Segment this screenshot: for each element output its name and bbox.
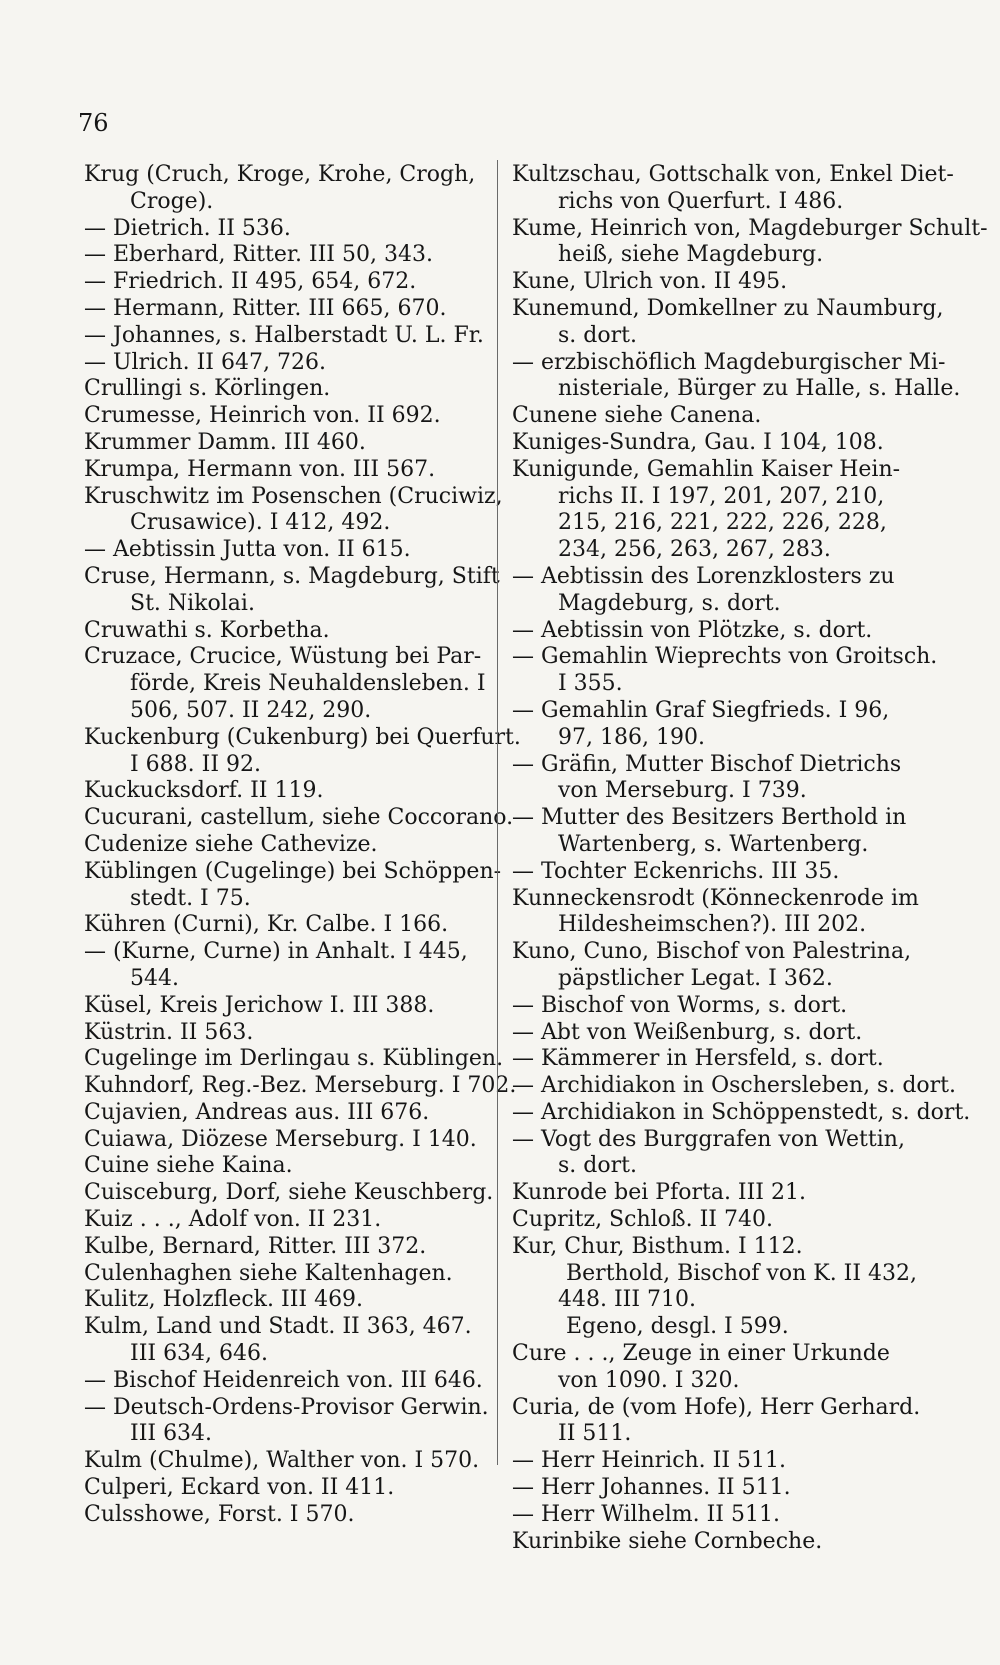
index-entry-line: Cupritz, Schloß. II 740. — [512, 1207, 773, 1233]
index-entry-line: Kunrode bei Pforta. III 21. — [512, 1180, 806, 1206]
index-entry-line: Kurinbike siehe Cornbeche. — [512, 1528, 823, 1554]
index-entry-line: — Gemahlin Wieprechts von Groitsch. — [512, 644, 938, 670]
index-entry-line: — Gemahlin Graf Siegfrieds. I 96, — [512, 697, 890, 723]
index-entry-line: — Johannes, s. Halberstadt U. L. Fr. — [84, 322, 484, 348]
index-entry-line: — Friedrich. II 495, 654, 672. — [84, 269, 417, 295]
index-entry-line: Cruse, Hermann, s. Magdeburg, Stift — [84, 563, 500, 589]
index-entry-line: — Gräfin, Mutter Bischof Dietrichs — [512, 751, 902, 777]
index-entry-line: Küsel, Kreis Jerichow I. III 388. — [84, 992, 435, 1018]
index-entry-line: Kune, Ulrich von. II 495. — [512, 269, 788, 295]
index-entry-line: von 1090. I 320. — [558, 1367, 740, 1393]
index-entry-line: Kunigunde, Gemahlin Kaiser Hein- — [512, 456, 901, 482]
index-entry-line: Kulm, Land und Stadt. II 363, 467. — [84, 1314, 472, 1340]
index-entry-line: richs II. I 197, 201, 207, 210, — [558, 483, 885, 509]
index-entry-line: — Deutsch-Ordens-Provisor Gerwin. — [84, 1394, 489, 1420]
index-entry-line: Kuckenburg (Cukenburg) bei Querfurt. — [84, 724, 521, 750]
index-entry-line: Hildesheimschen?). III 202. — [558, 912, 867, 938]
index-entry-line: 97, 186, 190. — [558, 724, 705, 750]
index-entry-line: — Herr Wilhelm. II 511. — [512, 1501, 780, 1527]
index-entry-line: förde, Kreis Neuhaldensleben. I — [130, 671, 486, 697]
index-entry-line: — Eberhard, Ritter. III 50, 343. — [84, 242, 433, 268]
index-entry-line: Crusawice). I 412, 492. — [130, 510, 391, 536]
index-entry-line: Culenhaghen siehe Kaltenhagen. — [84, 1260, 453, 1286]
index-entry-line: Cruwathi s. Korbetha. — [84, 617, 330, 643]
index-entry-line: — Aebtissin von Plötzke, s. dort. — [512, 617, 873, 643]
index-entry-line: Cudenize siehe Cathevize. — [84, 831, 378, 857]
index-entry-line: Küblingen (Cugelinge) bei Schöppen- — [84, 858, 502, 884]
index-entry-line: — Kämmerer in Hersfeld, s. dort. — [512, 1046, 884, 1072]
index-entry-line: Kunneckensrodt (Könneckenrode im — [512, 885, 919, 911]
index-entry-line: I 688. II 92. — [130, 751, 262, 777]
index-entry-line: Crullingi s. Körlingen. — [84, 376, 331, 402]
index-entry-line: Krumpa, Hermann von. III 567. — [84, 456, 436, 482]
index-entry-line: Kühren (Curni), Kr. Calbe. I 166. — [84, 912, 449, 938]
index-entry-line: III 634. — [130, 1421, 213, 1447]
index-entry-line: — Tochter Eckenrichs. III 35. — [512, 858, 840, 884]
index-entry-line: Kume, Heinrich von, Magdeburger Schult- — [512, 215, 988, 241]
index-entry-line: St. Nikolai. — [130, 590, 255, 616]
index-entry-line: — Archidiakon in Schöppenstedt, s. dort. — [512, 1099, 971, 1125]
index-entry-line: III 634, 646. — [130, 1341, 269, 1367]
index-entry-line: Curia, de (vom Hofe), Herr Gerhard. — [512, 1394, 921, 1420]
index-entry-line: — Aebtissin des Lorenzklosters zu — [512, 563, 895, 589]
index-entry-line: Kuno, Cuno, Bischof von Palestrina, — [512, 939, 912, 965]
index-entry-line: Kur, Chur, Bisthum. I 112. — [512, 1233, 803, 1259]
index-entry-line: richs von Querfurt. I 486. — [558, 188, 844, 214]
index-entry-line: Kulitz, Holzfleck. III 469. — [84, 1287, 364, 1313]
index-entry-line: 448. III 710. — [558, 1287, 697, 1313]
index-entry-line: — Dietrich. II 536. — [84, 215, 291, 241]
index-entry-line: Cujavien, Andreas aus. III 676. — [84, 1099, 430, 1125]
index-entry-line: Kulm (Chulme), Walther von. I 570. — [84, 1448, 480, 1474]
index-entry-line: Kuiz . . ., Adolf von. II 231. — [84, 1207, 382, 1233]
index-entry-line: Magdeburg, s. dort. — [558, 590, 781, 616]
index-entry-line: Kunemund, Domkellner zu Naumburg, — [512, 295, 944, 321]
index-entry-line: päpstlicher Legat. I 362. — [558, 965, 833, 991]
index-entry-line: von Merseburg. I 739. — [558, 778, 807, 804]
index-entry-line: Krummer Damm. III 460. — [84, 429, 366, 455]
index-entry-line: — Mutter des Besitzers Berthold in — [512, 805, 907, 831]
index-entry-line: Cuisceburg, Dorf, siehe Keuschberg. — [84, 1180, 494, 1206]
index-entry-line: Culsshowe, Forst. I 570. — [84, 1501, 355, 1527]
index-entry-line: Egeno, desgl. I 599. — [566, 1314, 789, 1340]
index-entry-line: Cuine siehe Kaina. — [84, 1153, 293, 1179]
index-entry-line: Crumesse, Heinrich von. II 692. — [84, 403, 441, 429]
index-entry-line: Kruschwitz im Posenschen (Cruciwiz, — [84, 483, 503, 509]
index-entry-line: nisteriale, Bürger zu Halle, s. Halle. — [558, 376, 961, 402]
index-entry-line: — Bischof von Worms, s. dort. — [512, 992, 848, 1018]
index-entry-line: 215, 216, 221, 222, 226, 228, — [558, 510, 887, 536]
index-entry-line: — Abt von Weißenburg, s. dort. — [512, 1019, 863, 1045]
index-entry-line: Kuckucksdorf. II 119. — [84, 778, 324, 804]
index-entry-line: Cucurani, castellum, siehe Coccorano. — [84, 805, 514, 831]
index-entry-line: s. dort. — [558, 322, 637, 348]
index-entry-line: — Hermann, Ritter. III 665, 670. — [84, 295, 447, 321]
index-entry-line: Wartenberg, s. Wartenberg. — [558, 831, 869, 857]
index-entry-line: Croge). — [130, 188, 214, 214]
index-entry-line: heiß, siehe Magdeburg. — [558, 242, 824, 268]
index-entry-line: Berthold, Bischof von K. II 432, — [566, 1260, 918, 1286]
index-entry-line: s. dort. — [558, 1153, 637, 1179]
index-entry-line: — (Kurne, Curne) in Anhalt. I 445, — [84, 939, 468, 965]
column-divider — [497, 160, 498, 1465]
index-entry-line: 544. — [130, 965, 179, 991]
index-entry-line: Kuniges-Sundra, Gau. I 104, 108. — [512, 429, 884, 455]
index-entry-line: — Vogt des Burggrafen von Wettin, — [512, 1126, 905, 1152]
index-entry-line: Cunene siehe Canena. — [512, 403, 762, 429]
index-entry-line: II 511. — [558, 1421, 632, 1447]
index-entry-line: — Archidiakon in Oschersleben, s. dort. — [512, 1073, 957, 1099]
index-entry-line: Küstrin. II 563. — [84, 1019, 254, 1045]
index-entry-line: Kulbe, Bernard, Ritter. III 372. — [84, 1233, 427, 1259]
index-entry-line: Cuiawa, Diözese Merseburg. I 140. — [84, 1126, 477, 1152]
index-entry-line: — erzbischöflich Magdeburgischer Mi- — [512, 349, 946, 375]
index-entry-line: 234, 256, 263, 267, 283. — [558, 537, 831, 563]
index-entry-line: — Aebtissin Jutta von. II 615. — [84, 537, 411, 563]
index-entry-line: — Ulrich. II 647, 726. — [84, 349, 326, 375]
index-entry-line: Krug (Cruch, Kroge, Krohe, Crogh, — [84, 162, 476, 187]
page-number: 76 — [78, 109, 109, 137]
index-column-left — [84, 162, 521, 1529]
index-column-right — [512, 162, 988, 1555]
index-entry-line: Cure . . ., Zeuge in einer Urkunde — [512, 1341, 890, 1367]
index-entry-line: Cugelinge im Derlingau s. Küblingen. — [84, 1046, 504, 1072]
index-entry-line: Culperi, Eckard von. II 411. — [84, 1475, 395, 1501]
index-entry-line: stedt. I 75. — [130, 885, 251, 911]
index-entry-line: — Herr Johannes. II 511. — [512, 1475, 791, 1501]
index-entry-line: — Herr Heinrich. II 511. — [512, 1448, 787, 1474]
index-entry-line: Kultzschau, Gottschalk von, Enkel Diet- — [512, 162, 954, 187]
index-entry-line: — Bischof Heidenreich von. III 646. — [84, 1367, 483, 1393]
index-entry-line: 506, 507. II 242, 290. — [130, 697, 372, 723]
index-entry-line: Kuhndorf, Reg.-Bez. Merseburg. I 702. — [84, 1073, 517, 1099]
index-entry-line: I 355. — [558, 671, 623, 697]
index-entry-line: Cruzace, Crucice, Wüstung bei Par- — [84, 644, 482, 670]
